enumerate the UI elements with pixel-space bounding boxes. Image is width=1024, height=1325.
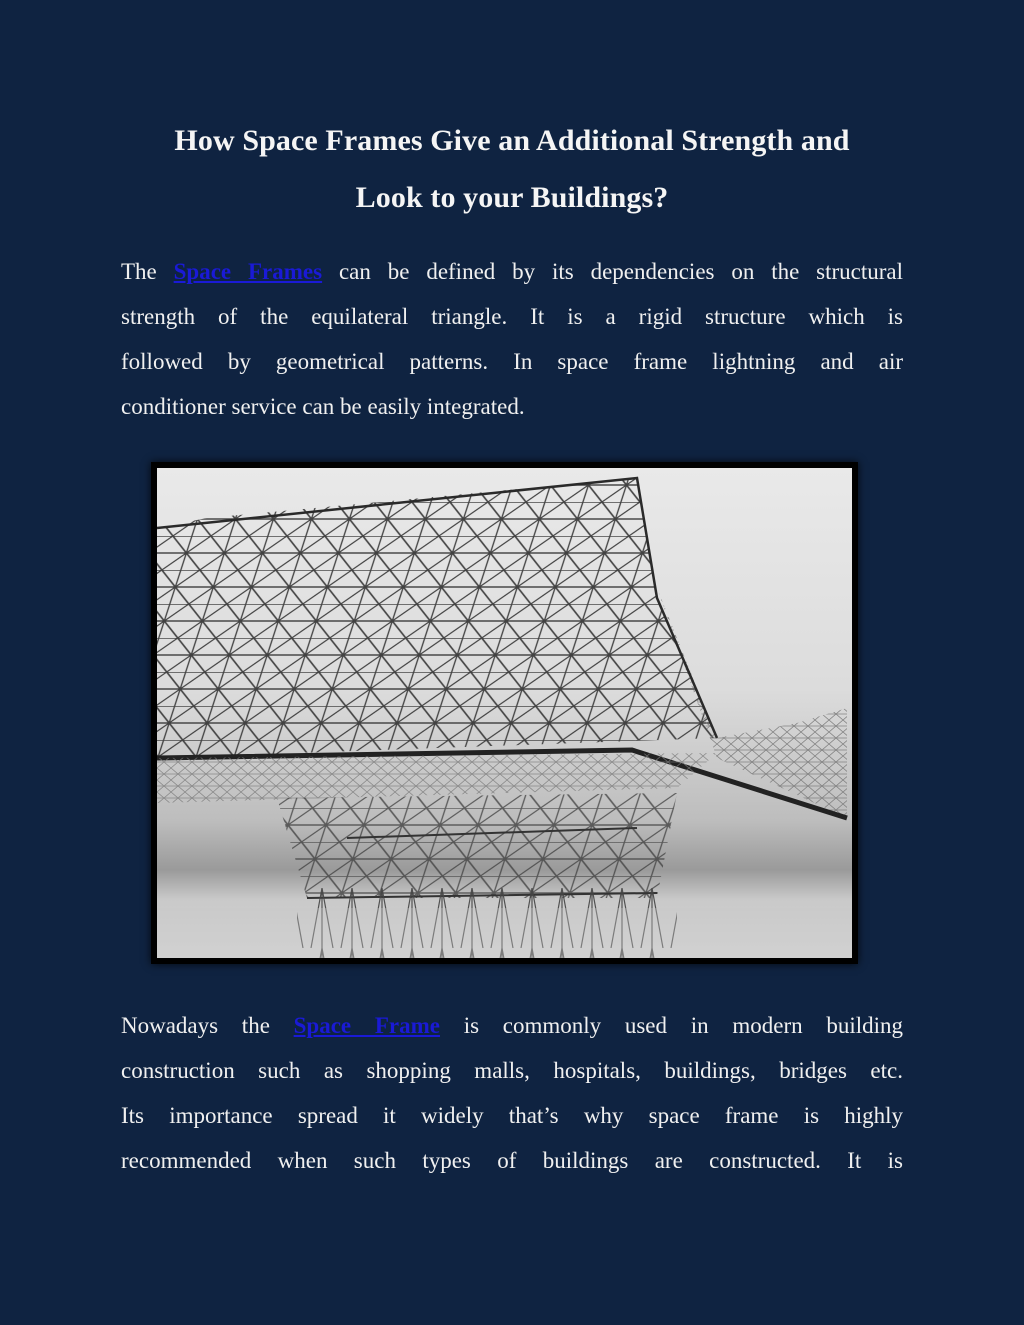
space-frame-illustration xyxy=(157,468,852,958)
paragraph-line: followed by geometrical patterns. In space frame lightning and air xyxy=(121,349,903,374)
intro-paragraph xyxy=(121,249,903,429)
photo-canvas xyxy=(157,468,852,958)
text-fragment: can be defined by its dependencies on the structural xyxy=(338,259,904,284)
title-line-2: Look to your Buildings? xyxy=(355,181,669,214)
paragraph-line: strength of the equilateral triangle. It is a rigid structure which is xyxy=(121,304,903,329)
text-fragment: Nowadays the xyxy=(121,1013,270,1038)
space-frame-photo xyxy=(151,462,858,964)
text-fragment: is commonly used in modern building xyxy=(463,1013,903,1038)
paragraph-line: construction such as shopping malls, hospitals, buildings, bridges etc. xyxy=(121,1058,903,1083)
space-frames-link[interactable]: Space Frames xyxy=(173,259,323,284)
paragraph-line xyxy=(121,249,903,294)
paragraph-line xyxy=(121,1003,903,1048)
paragraph-line: conditioner service can be easily integrated. xyxy=(121,394,525,419)
page-title xyxy=(100,112,924,226)
usage-paragraph xyxy=(121,1003,903,1183)
text-fragment: The xyxy=(121,259,157,284)
title-line-1: How Space Frames Give an Additional Strength and xyxy=(174,124,850,157)
paragraph-line: recommended when such types of buildings are constructed. It is xyxy=(121,1148,903,1173)
space-frame-link[interactable]: Space Frame xyxy=(293,1013,440,1038)
paragraph-line: Its importance spread it widely that’s why space frame is highly xyxy=(121,1103,903,1128)
